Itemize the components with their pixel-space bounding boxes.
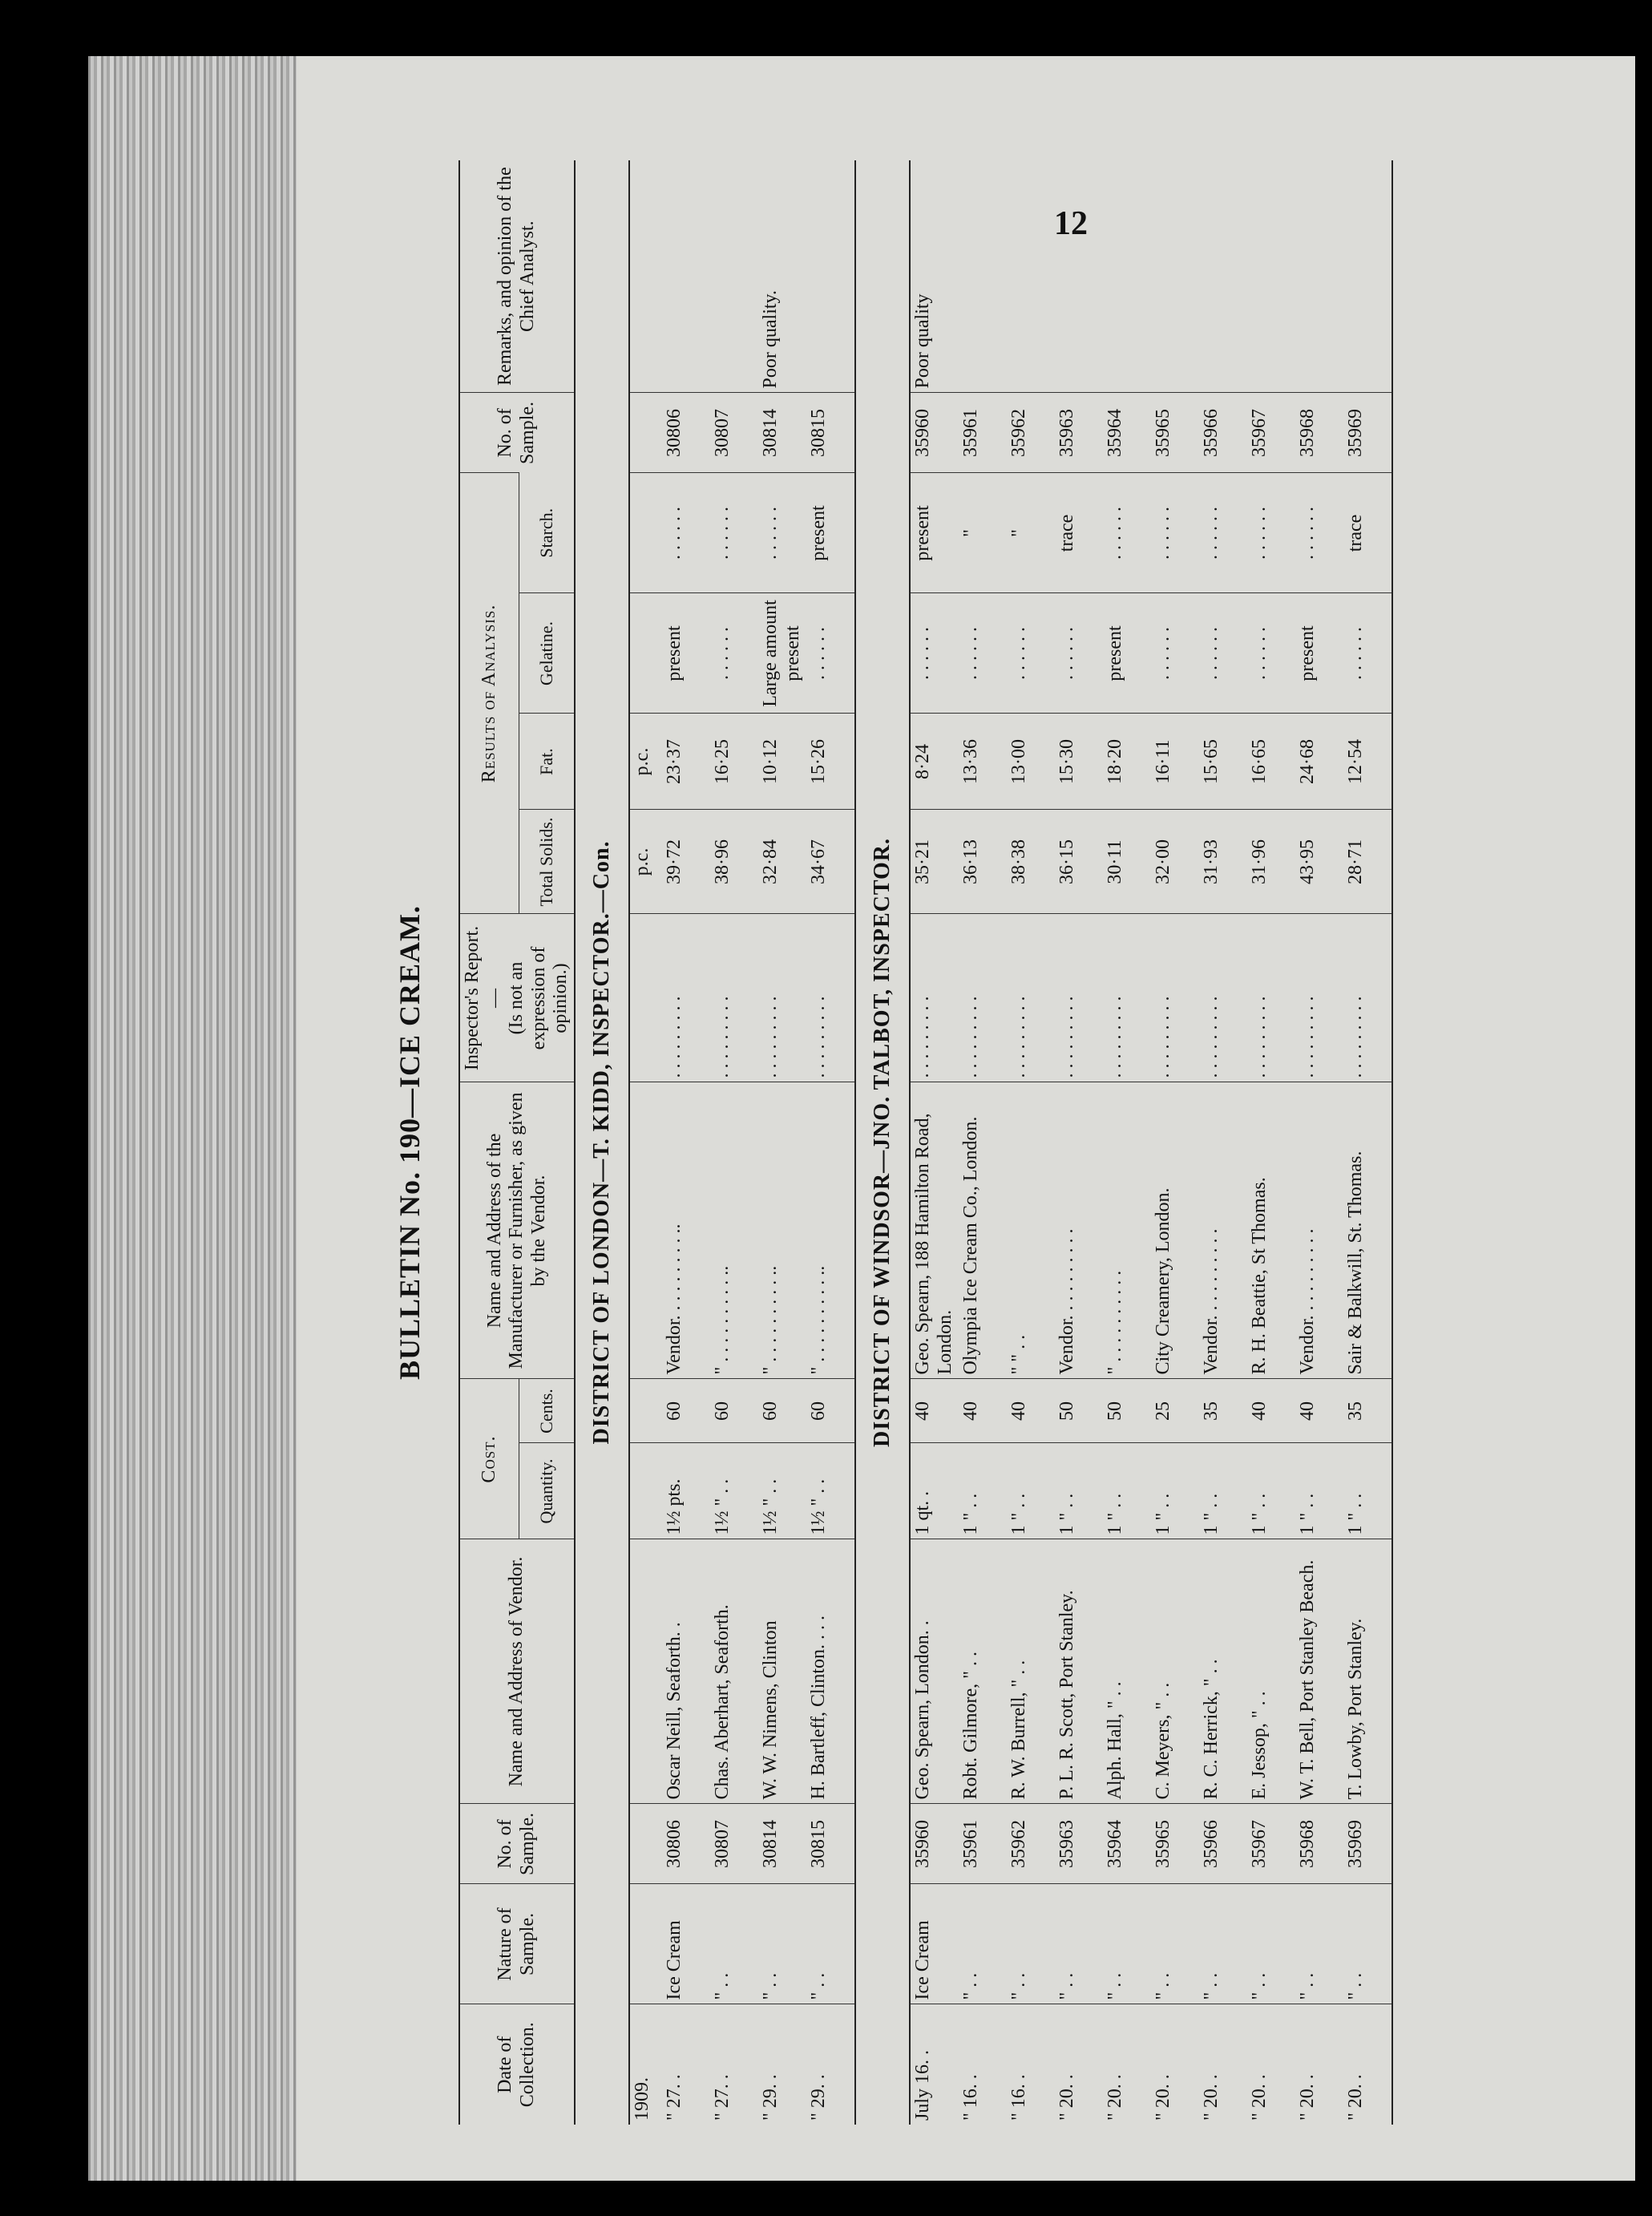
date-cell: " 16. .	[1007, 2004, 1055, 2125]
cents-cell: 60	[710, 1379, 758, 1443]
quantity-cell: 1 " . .	[1103, 1443, 1151, 1539]
quantity-cell: 1 " . .	[1151, 1443, 1199, 1539]
gelatine-cell: Large amount present	[758, 593, 806, 714]
sample-no-cell: 30806	[662, 1804, 710, 1884]
remarks-cell	[1055, 160, 1103, 393]
total-solids-cell: 32·84	[758, 810, 806, 914]
manufacturer-cell: Sair & Balkwill, St. Thomas.	[1343, 1082, 1392, 1379]
date-cell: " 20. .	[1103, 2004, 1151, 2125]
cents-cell: 40	[910, 1379, 959, 1443]
starch-cell: . . . . . .	[1151, 473, 1199, 593]
nature-cell: " . .	[1343, 1884, 1392, 2004]
header-remarks: Remarks, and opinion of the Chief Analyst.	[459, 160, 575, 393]
sample-no-cell: 35964	[1103, 1804, 1151, 1884]
sample-no-cell: 30814	[758, 1804, 806, 1884]
table-row	[1151, 160, 1199, 2125]
manufacturer-cell: Vendor. . . . . . . . . ..	[662, 1082, 710, 1379]
total-solids-cell: 36·13	[959, 810, 1007, 914]
nature-cell: " . .	[1199, 1884, 1247, 2004]
inspector-report-cell: . . . . . . . . .	[710, 914, 758, 1082]
cents-cell: 35	[1199, 1379, 1247, 1443]
header-results: Results of Analysis.	[459, 473, 519, 914]
sample-no-cell: 35961	[959, 1804, 1007, 1884]
sample-no-cell: 35966	[1199, 1804, 1247, 1884]
inspector-report-cell: . . . . . . . . .	[1151, 914, 1199, 1082]
cents-cell: 40	[1295, 1379, 1343, 1443]
manufacturer-cell: " . . . . . . . . . .	[1103, 1082, 1151, 1379]
quantity-cell: 1 " . .	[1199, 1443, 1247, 1539]
cents-cell: 60	[758, 1379, 806, 1443]
vendor-cell: W. W. Nimens, Clinton	[758, 1539, 806, 1804]
remarks-cell	[1199, 160, 1247, 393]
manufacturer-cell: Olympia Ice Cream Co., London.	[959, 1082, 1007, 1379]
gelatine-cell: present	[1295, 593, 1343, 714]
cents-cell: 60	[662, 1379, 710, 1443]
inspector-report-cell: . . . . . . . . .	[1295, 914, 1343, 1082]
district-heading-row	[575, 160, 629, 2125]
starch-cell: . . . . . .	[662, 473, 710, 593]
inspector-report-cell: . . . . . . . . .	[959, 914, 1007, 1082]
sample-no-2-cell: 30806	[662, 393, 710, 473]
inspector-report-cell: . . . . . . . . .	[1199, 914, 1247, 1082]
nature-cell: " . .	[1295, 1884, 1343, 2004]
nature-cell: " . .	[1055, 1884, 1103, 2004]
starch-cell: present	[910, 473, 959, 593]
bulletin-title: BULLETIN No. 190—ICE CREAM.	[394, 904, 426, 1381]
date-cell: " 16. .	[959, 2004, 1007, 2125]
sample-no-2-cell: 30815	[806, 393, 855, 473]
sample-no-cell: 35965	[1151, 1804, 1199, 1884]
starch-cell: trace	[1055, 473, 1103, 593]
vendor-cell: T. Lowby, Port Stanley.	[1343, 1539, 1392, 1804]
cents-cell: 40	[1007, 1379, 1055, 1443]
remarks-cell	[1343, 160, 1392, 393]
unit-label: p.c.	[629, 714, 662, 810]
nature-cell: Ice Cream	[910, 1884, 959, 2004]
fat-cell: 18·20	[1103, 714, 1151, 810]
nature-cell: " . .	[1103, 1884, 1151, 2004]
vendor-cell: H. Bartleff, Clinton. . . .	[806, 1539, 855, 1804]
starch-cell: "	[1007, 473, 1055, 593]
sample-no-cell: 35968	[1295, 1804, 1343, 1884]
unit-label: p.c.	[629, 810, 662, 914]
sample-no-2-cell: 30807	[710, 393, 758, 473]
vendor-cell: P. L. R. Scott, Port Stanley.	[1055, 1539, 1103, 1804]
vendor-cell: Chas. Aberhart, Seaforth.	[710, 1539, 758, 1804]
fat-cell: 16·11	[1151, 714, 1199, 810]
inspector-report-cell: . . . . . . . . .	[758, 914, 806, 1082]
fat-cell: 10·12	[758, 714, 806, 810]
header-vendor: Name and Address of Vendor.	[459, 1539, 575, 1804]
gelatine-cell: . . . . . .	[1007, 593, 1055, 714]
table-body	[575, 160, 1392, 2125]
total-solids-cell: 36·15	[1055, 810, 1103, 914]
cents-cell: 50	[1103, 1379, 1151, 1443]
district-heading: DISTRICT OF LONDON—T. KIDD, INSPECTOR.—Con.	[575, 160, 629, 2125]
quantity-cell: 1½ pts.	[662, 1443, 710, 1539]
table-row	[910, 160, 959, 2125]
table-row	[1295, 160, 1343, 2125]
header-nature: Nature of Sample.	[459, 1884, 575, 2004]
inspector-report-cell: . . . . . . . . .	[1007, 914, 1055, 1082]
vendor-cell: E. Jessop, " . .	[1247, 1539, 1295, 1804]
date-cell: " 20. .	[1247, 2004, 1295, 2125]
page-binding-edge	[88, 56, 297, 2181]
total-solids-cell: 30·11	[1103, 810, 1151, 914]
total-solids-cell: 31·96	[1247, 810, 1295, 914]
header-manufacturer: Name and Address of the Manufacturer or Furnisher, as given by the Vendor.	[459, 1082, 575, 1379]
inspector-report-cell: . . . . . . . . .	[1247, 914, 1295, 1082]
sample-no-2-cell: 35968	[1295, 393, 1343, 473]
fat-cell: 16·25	[710, 714, 758, 810]
table-row	[662, 160, 710, 2125]
quantity-cell: 1 " . .	[1247, 1443, 1295, 1539]
inspector-report-cell: . . . . . . . . .	[1343, 914, 1392, 1082]
inspector-report-note: (Is not an expression of opinion.)	[506, 946, 572, 1050]
nature-cell: Ice Cream	[662, 1884, 710, 2004]
sample-no-2-cell: 30814	[758, 393, 806, 473]
fat-cell: 15·65	[1199, 714, 1247, 810]
date-cell: " 29. .	[758, 2004, 806, 2125]
rotated-table-sheet	[393, 160, 1515, 2125]
inspector-report-cell: . . . . . . . . .	[662, 914, 710, 1082]
table-row	[1007, 160, 1055, 2125]
remarks-cell	[662, 160, 710, 393]
starch-cell: trace	[1343, 473, 1392, 593]
total-solids-cell: 43·95	[1295, 810, 1343, 914]
remarks-cell	[1151, 160, 1199, 393]
sample-no-cell: 30807	[710, 1804, 758, 1884]
total-solids-cell: 28·71	[1343, 810, 1392, 914]
date-cell: " 20. .	[1199, 2004, 1247, 2125]
sample-no-2-cell: 35962	[1007, 393, 1055, 473]
manufacturer-cell: " " . .	[1007, 1082, 1055, 1379]
table-row	[710, 160, 758, 2125]
quantity-cell: 1 " . .	[1295, 1443, 1343, 1539]
quantity-cell: 1½ " . .	[806, 1443, 855, 1539]
total-solids-cell: 32·00	[1151, 810, 1199, 914]
total-solids-cell: 38·96	[710, 810, 758, 914]
header-quantity: Quantity.	[519, 1443, 575, 1539]
nature-cell: " . .	[1247, 1884, 1295, 2004]
sample-no-2-cell: 35961	[959, 393, 1007, 473]
starch-cell: "	[959, 473, 1007, 593]
sample-no-2-cell: 35966	[1199, 393, 1247, 473]
fat-cell: 15·30	[1055, 714, 1103, 810]
remarks-cell	[1295, 160, 1343, 393]
starch-cell: . . . . . .	[758, 473, 806, 593]
inspector-report-label: Inspector's Report.	[462, 925, 483, 1071]
manufacturer-cell: " . . . . . . . . . ..	[710, 1082, 758, 1379]
sample-no-cell: 35960	[910, 1804, 959, 1884]
remarks-cell	[1007, 160, 1055, 393]
quantity-cell: 1 " . .	[1343, 1443, 1392, 1539]
quantity-cell: 1½ " . .	[758, 1443, 806, 1539]
quantity-cell: 1 qt. .	[910, 1443, 959, 1539]
gelatine-cell: . . . . . .	[1151, 593, 1199, 714]
sample-no-2-cell: 35969	[1343, 393, 1392, 473]
cents-cell: 40	[959, 1379, 1007, 1443]
gelatine-cell: . . . . . .	[959, 593, 1007, 714]
header-starch: Starch.	[519, 473, 575, 593]
vendor-cell: R. C. Herrick, " . .	[1199, 1539, 1247, 1804]
remarks-cell: Poor quality.	[759, 290, 781, 389]
vendor-cell: Alph. Hall, " . .	[1103, 1539, 1151, 1804]
fat-cell: 24·68	[1295, 714, 1343, 810]
table-row	[1247, 160, 1295, 2125]
gelatine-cell: present	[1103, 593, 1151, 714]
starch-cell: . . . . . .	[1103, 473, 1151, 593]
sample-no-2-cell: 35967	[1247, 393, 1295, 473]
date-cell: " 27. .	[710, 2004, 758, 2125]
date-cell: " 20. .	[1151, 2004, 1199, 2125]
total-solids-cell: 34·67	[806, 810, 855, 914]
cents-cell: 35	[1343, 1379, 1392, 1443]
gelatine-cell: . . . . . .	[710, 593, 758, 714]
header-date: Date of Collection.	[459, 2004, 575, 2125]
starch-cell: . . . . . .	[710, 473, 758, 593]
starch-cell: present	[806, 473, 855, 593]
table-row	[806, 160, 855, 2125]
starch-cell: . . . . . .	[1199, 473, 1247, 593]
cents-cell: 60	[806, 1379, 855, 1443]
header-fat: Fat.	[519, 714, 575, 810]
gelatine-cell: . . . . . .	[806, 593, 855, 714]
fat-cell: 23·37	[662, 714, 710, 810]
date-cell: " 20. .	[1055, 2004, 1103, 2125]
vendor-cell: Oscar Neill, Seaforth. .	[662, 1539, 710, 1804]
fat-cell: 12·54	[1343, 714, 1392, 810]
quantity-cell: 1½ " . .	[710, 1443, 758, 1539]
gelatine-cell: . . . . . .	[1247, 593, 1295, 714]
gelatine-cell: . . . . . .	[910, 593, 959, 714]
table-row	[1103, 160, 1151, 2125]
inspector-report-cell: . . . . . . . . .	[1055, 914, 1103, 1082]
fat-cell: 13·36	[959, 714, 1007, 810]
header-no-sample-2: No. of Sample.	[459, 393, 575, 473]
manufacturer-cell: Vendor. . . . . . . . . .	[1055, 1082, 1103, 1379]
header-cents: Cents.	[519, 1379, 575, 1443]
document-page	[88, 56, 1635, 2181]
sample-no-cell: 35969	[1343, 1804, 1392, 1884]
table-row	[959, 160, 1007, 2125]
vendor-cell: W. T. Bell, Port Stanley Beach.	[1295, 1539, 1343, 1804]
manufacturer-cell: " . . . . . . . . . ..	[758, 1082, 806, 1379]
quantity-cell: 1 " . .	[959, 1443, 1007, 1539]
starch-cell: . . . . . .	[1247, 473, 1295, 593]
remarks-cell	[959, 160, 1007, 393]
vendor-cell: C. Meyers, " . .	[1151, 1539, 1199, 1804]
date-cell: " 20. .	[1295, 2004, 1343, 2125]
header-no-sample: No. of Sample.	[459, 1804, 575, 1884]
vendor-cell: R. W. Burrell, " . .	[1007, 1539, 1055, 1804]
table-row	[1055, 160, 1103, 2125]
nature-cell: " . .	[1007, 1884, 1055, 2004]
gelatine-cell: . . . . . .	[1055, 593, 1103, 714]
nature-cell: " . .	[758, 1884, 806, 2004]
remarks-cell	[710, 160, 758, 393]
nature-cell: " . .	[710, 1884, 758, 2004]
starch-cell: . . . . . .	[1295, 473, 1343, 593]
sample-no-cell: 35962	[1007, 1804, 1055, 1884]
gelatine-cell: . . . . . .	[1199, 593, 1247, 714]
table-row	[1343, 160, 1392, 2125]
date-cell: July 16. .	[910, 2004, 959, 2125]
header-inspector-report: Inspector's Report. — (Is not an expression of opinion.)	[459, 914, 575, 1082]
nature-cell: " . .	[1151, 1884, 1199, 2004]
cents-cell: 40	[1247, 1379, 1295, 1443]
sample-no-cell: 35963	[1055, 1804, 1103, 1884]
total-solids-cell: 31·93	[1199, 810, 1247, 914]
remarks-cell	[1247, 160, 1295, 393]
header-cost: Cost.	[459, 1379, 519, 1539]
total-solids-cell: 38·38	[1007, 810, 1055, 914]
nature-cell: " . .	[806, 1884, 855, 2004]
inspector-report-cell: . . . . . . . . .	[910, 914, 959, 1082]
header-gelatine: Gelatine.	[519, 593, 575, 714]
inspector-report-cell: . . . . . . . . .	[806, 914, 855, 1082]
manufacturer-cell: Vendor. . . . . . . . . .	[1199, 1082, 1247, 1379]
vendor-cell: Robt. Gilmore, " . .	[959, 1539, 1007, 1804]
sample-no-cell: 35967	[1247, 1804, 1295, 1884]
district-heading: DISTRICT OF WINDSOR—JNO. TALBOT, INSPECTOR.	[855, 160, 910, 2125]
sample-no-2-cell: 35964	[1103, 393, 1151, 473]
date-cell: " 20. .	[1343, 2004, 1392, 2125]
fat-cell: 15·26	[806, 714, 855, 810]
remarks-cell	[806, 160, 855, 393]
remarks-cell: Poor quality	[911, 293, 933, 389]
vendor-cell: Geo. Spearn, London. .	[910, 1539, 959, 1804]
district-heading-row	[855, 160, 910, 2125]
header-total-solids: Total Solids.	[519, 810, 575, 914]
inspector-report-cell: . . . . . . . . .	[1103, 914, 1151, 1082]
table-row	[1199, 160, 1247, 2125]
gelatine-cell: present	[662, 593, 710, 714]
page-number: 12	[1054, 205, 1088, 242]
manufacturer-cell: Vendor. . . . . . . . . .	[1295, 1082, 1343, 1379]
cents-cell: 25	[1151, 1379, 1199, 1443]
year-units-row	[629, 160, 662, 2125]
quantity-cell: 1 " . .	[1055, 1443, 1103, 1539]
total-solids-cell: 39·72	[662, 810, 710, 914]
manufacturer-cell: Geo. Spearn, 188 Hamilton Road, London.	[910, 1082, 959, 1379]
total-solids-cell: 35·21	[910, 810, 959, 914]
gelatine-cell: . . . . . .	[1343, 593, 1392, 714]
date-cell: " 29. .	[806, 2004, 855, 2125]
sample-no-2-cell: 35960	[910, 393, 959, 473]
cents-cell: 50	[1055, 1379, 1103, 1443]
sample-no-2-cell: 35963	[1055, 393, 1103, 473]
quantity-cell: 1 " . .	[1007, 1443, 1055, 1539]
ice-cream-table	[458, 160, 1393, 2125]
manufacturer-cell: " . . . . . . . . . ..	[806, 1082, 855, 1379]
manufacturer-cell: R. H. Beattie, St Thomas.	[1247, 1082, 1295, 1379]
date-cell: " 27. .	[662, 2004, 710, 2125]
manufacturer-cell: City Creamery, London.	[1151, 1082, 1199, 1379]
fat-cell: 8·24	[910, 714, 959, 810]
fat-cell: 16·65	[1247, 714, 1295, 810]
remarks-cell	[1103, 160, 1151, 393]
nature-cell: " . .	[959, 1884, 1007, 2004]
sample-no-cell: 30815	[806, 1804, 855, 1884]
table-header	[459, 160, 575, 2125]
year-label: 1909.	[629, 2004, 662, 2125]
fat-cell: 13·00	[1007, 714, 1055, 810]
sample-no-2-cell: 35965	[1151, 393, 1199, 473]
table-row	[758, 160, 806, 2125]
